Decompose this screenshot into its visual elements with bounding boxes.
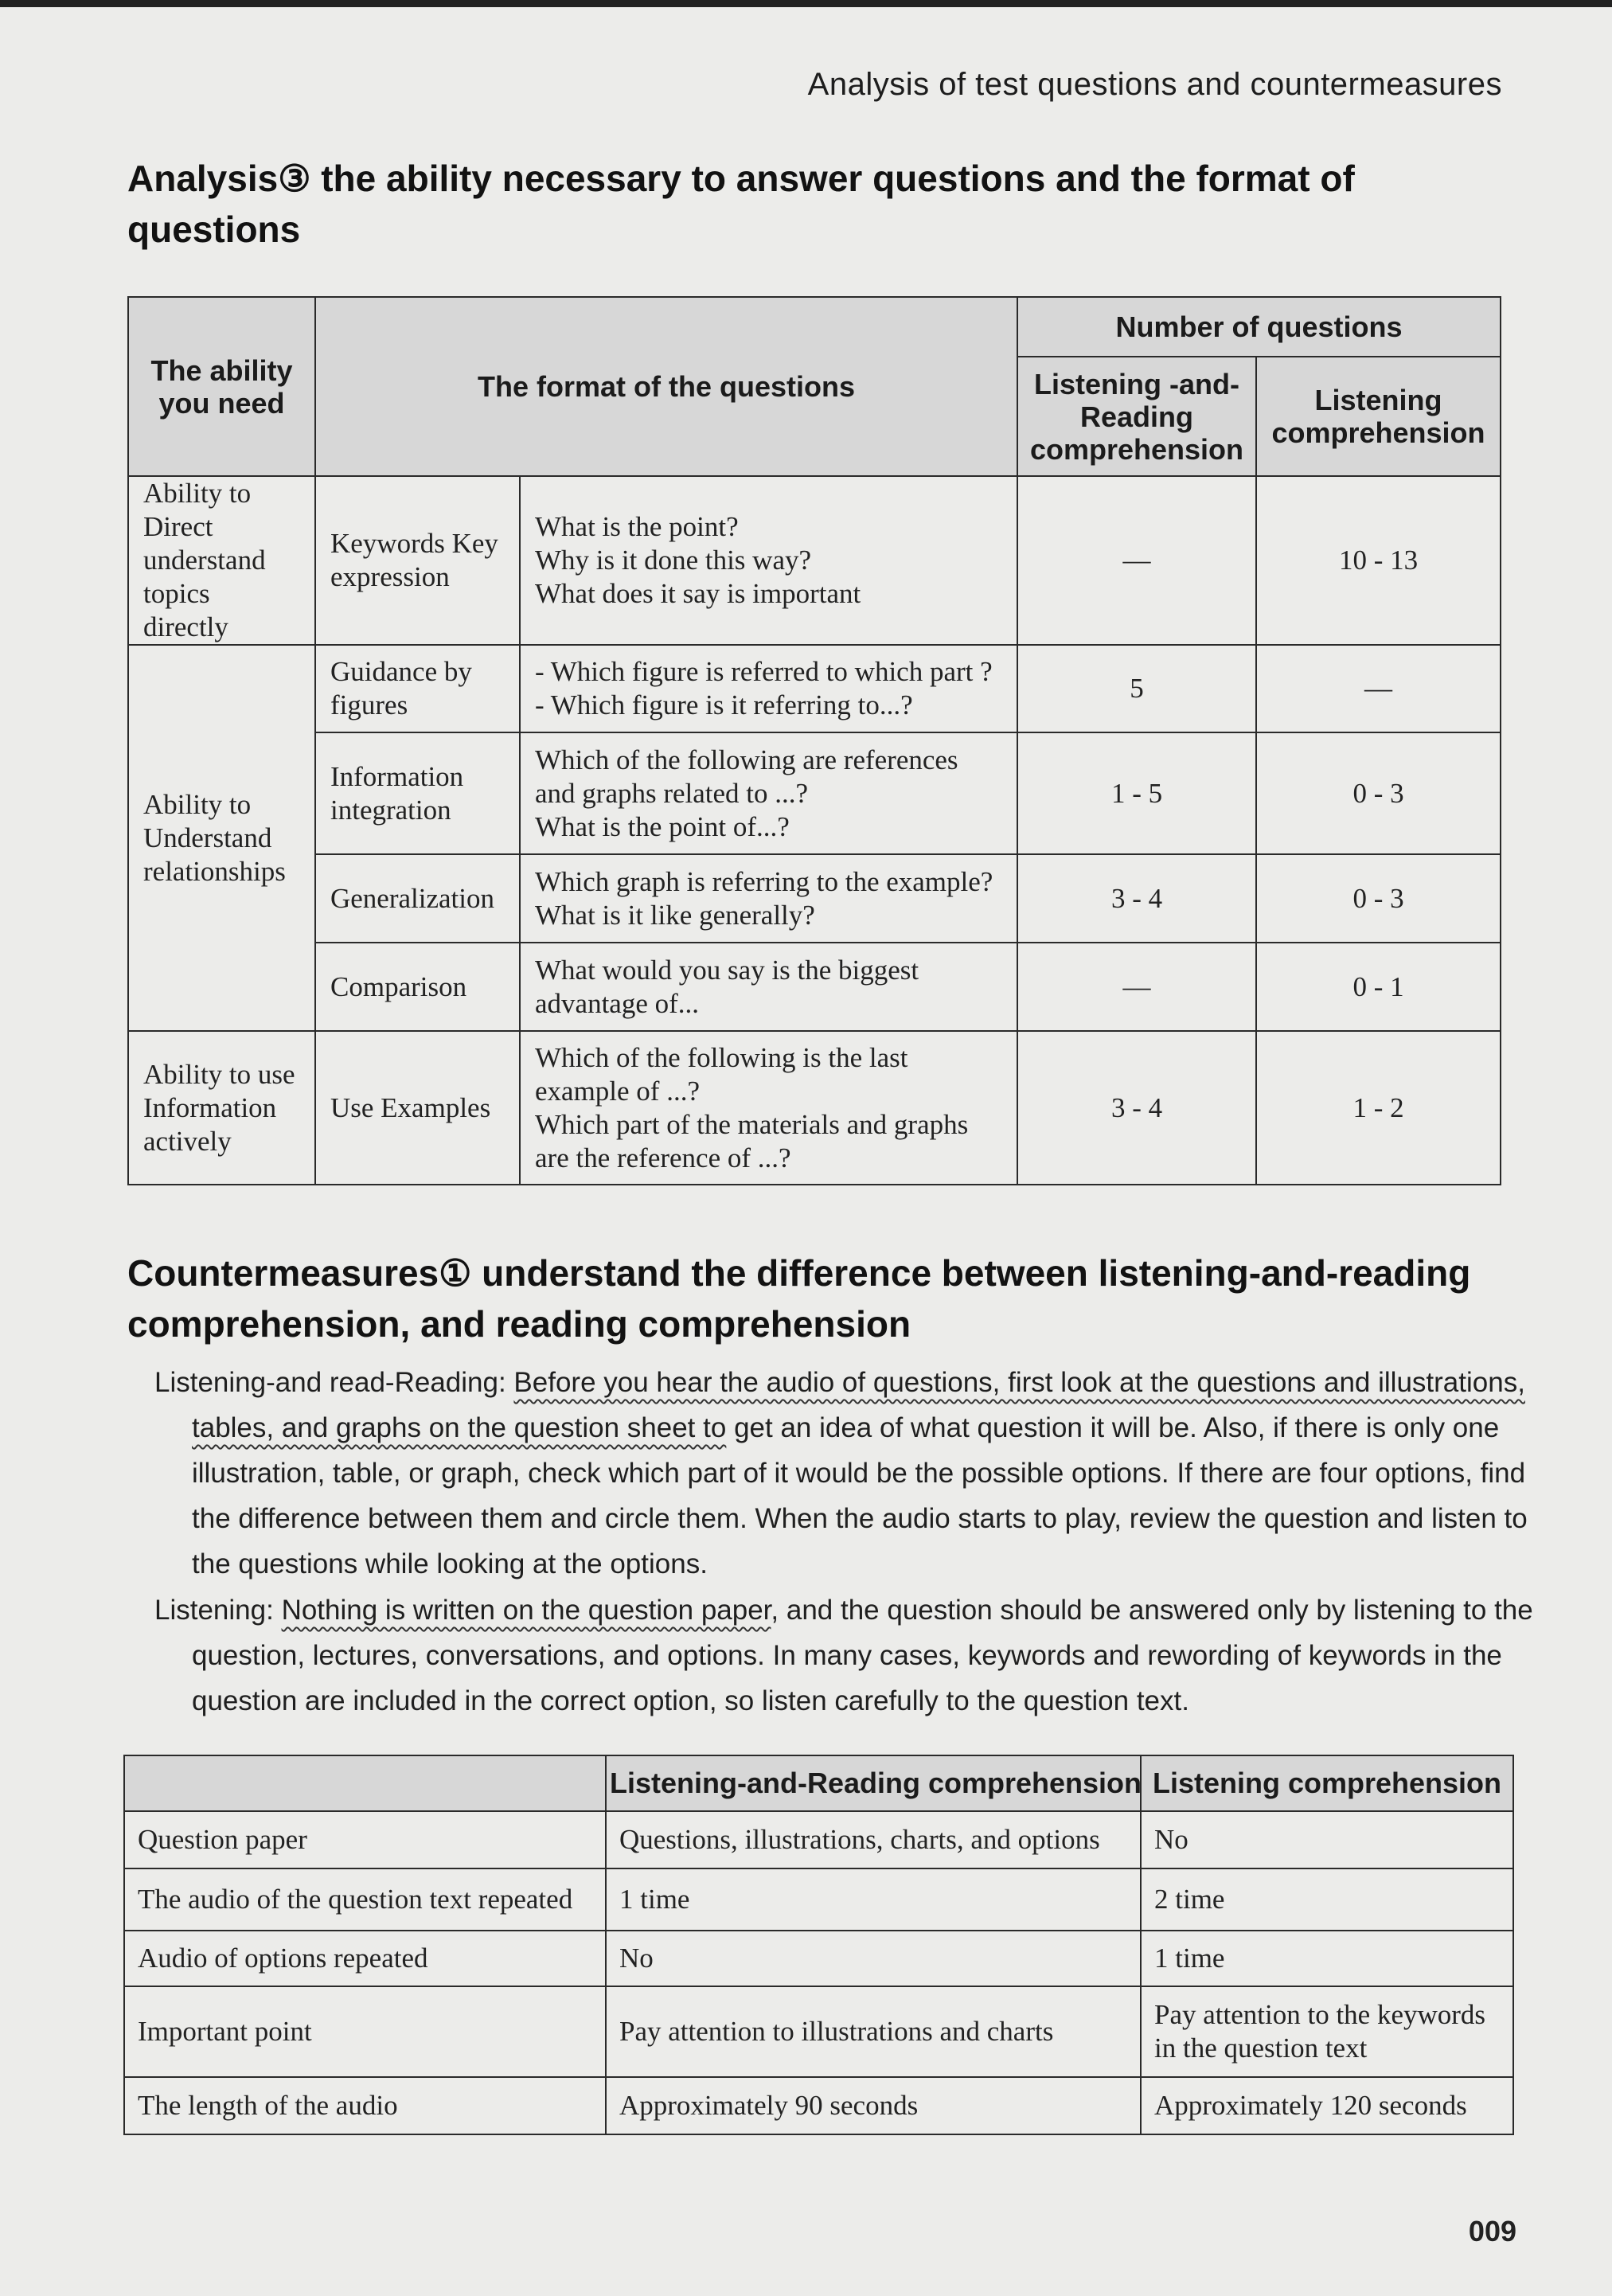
l-count: 0 - 1 [1256, 943, 1501, 1031]
cell-listening: Approximately 120 seconds [1141, 2077, 1513, 2134]
header-ability: The ability you need [128, 297, 315, 476]
question-line: - Which figure is it referring to...? [535, 689, 913, 720]
header-listening: Listening comprehension [1141, 1755, 1513, 1811]
question-line: Which of the following is the last example of ...? [535, 1041, 908, 1107]
question-line: What would you say is the biggest advantage of... [535, 954, 919, 1019]
underlined-text: Before you hear the audio of questions, first look at the questions and illustrations, tables, and graphs on the question sheet to [192, 1367, 1525, 1443]
table-row [124, 1931, 1513, 1986]
lr-count: — [1017, 943, 1256, 1031]
cell-listening: 1 time [1141, 1931, 1513, 1986]
questions-cell [520, 1031, 1017, 1185]
format-cell: Use Examples [315, 1031, 520, 1185]
listening-paragraph [154, 1587, 1545, 1724]
question-line: Why is it done this way? [535, 545, 812, 576]
header-format: The format of the questions [315, 297, 1017, 476]
lr-count: 3 - 4 [1017, 1031, 1256, 1185]
row-label: The audio of the question text repeated [124, 1868, 606, 1931]
question-line: What is the point of...? [535, 810, 790, 842]
format-cell: Information integration [315, 732, 520, 854]
cell-listening: 2 time [1141, 1868, 1513, 1931]
cell-listening-reading: Approximately 90 seconds [606, 2077, 1141, 2134]
table-header-row [128, 297, 1501, 357]
table-row [124, 1811, 1513, 1868]
running-header: Analysis of test questions and countermeasures [807, 67, 1502, 102]
table-row [128, 645, 1501, 732]
question-line: What does it say is important [535, 578, 861, 609]
abilities-table [127, 296, 1501, 1185]
lr-count: 3 - 4 [1017, 854, 1256, 943]
paragraph-label: Listening-and read-Reading: [154, 1367, 506, 1398]
paragraph-text: , and the question should be answered only by listening to the question, lectures, conversations, and options. In many cases, keywords and rewording of keywords in the question are included in the correct option, so listen carefully to the question text. [192, 1595, 1533, 1716]
question-line: What is it like generally? [535, 899, 815, 931]
header-listening-reading: Listening -and- Reading comprehension [1017, 357, 1256, 476]
header-number-of-questions: Number of questions [1017, 297, 1501, 357]
questions-cell [520, 476, 1017, 645]
cell-listening-reading: 1 time [606, 1868, 1141, 1931]
table-row [124, 2077, 1513, 2134]
lr-count: 1 - 5 [1017, 732, 1256, 854]
cell-listening-reading: Questions, illustrations, charts, and options [606, 1811, 1141, 1868]
table-row [124, 1868, 1513, 1931]
top-rule [0, 0, 1612, 7]
table-row [128, 1031, 1501, 1185]
table-row [128, 943, 1501, 1031]
format-cell: Guidance by figures [315, 645, 520, 732]
question-line: Which graph is referring to the example? [535, 865, 993, 897]
paragraph-text: get an idea of what question it will be. Also, if there is only one illustration, table, or graph, check which part of it would be the possible options. If there are four options, find the difference between them and circle them. When the audio starts to play, review the question and listen to the questions while looking at the options. [192, 1412, 1528, 1579]
l-count: 1 - 2 [1256, 1031, 1501, 1185]
header-blank [124, 1755, 606, 1811]
row-label: Important point [124, 1986, 606, 2077]
question-line: Which part of the materials and graphs are the reference of ...? [535, 1108, 969, 1173]
lr-count: — [1017, 476, 1256, 645]
question-line: Which of the following are references and graphs related to ...? [535, 744, 958, 809]
ability-cell: Ability to use Information actively [128, 1031, 315, 1185]
analysis-title: Analysis③ the ability necessary to answer questions and the format of questions [127, 158, 1355, 250]
cell-listening: Pay attention to the keywords in the question text [1141, 1986, 1513, 2077]
table-row [128, 476, 1501, 645]
l-count: 0 - 3 [1256, 732, 1501, 854]
row-label: Question paper [124, 1811, 606, 1868]
questions-cell [520, 854, 1017, 943]
l-count: 10 - 13 [1256, 476, 1501, 645]
l-count: 0 - 3 [1256, 854, 1501, 943]
questions-cell [520, 943, 1017, 1031]
format-cell: Comparison [315, 943, 520, 1031]
cell-listening: No [1141, 1811, 1513, 1868]
cell-listening-reading: No [606, 1931, 1141, 1986]
cell-listening-reading: Pay attention to illustrations and charts [606, 1986, 1141, 2077]
table-row [128, 854, 1501, 943]
ability-cell: Ability to Understand relationships [128, 645, 315, 1031]
l-count: — [1256, 645, 1501, 732]
paragraph-label: Listening: [154, 1595, 274, 1626]
page-number: 009 [1468, 2215, 1516, 2247]
row-label: Audio of options repeated [124, 1931, 606, 1986]
questions-cell [520, 732, 1017, 854]
table-header-row [124, 1755, 1513, 1811]
ability-cell: Ability to Direct understand topics directly [128, 476, 315, 645]
questions-cell [520, 645, 1017, 732]
header-listening: Listening comprehension [1256, 357, 1501, 476]
header-listening-reading: Listening-and-Reading comprehension [606, 1755, 1141, 1811]
comparison-table [123, 1755, 1514, 2135]
underlined-text: Nothing is written on the question paper [281, 1595, 771, 1626]
format-cell: Keywords Key expression [315, 476, 520, 645]
format-cell: Generalization [315, 854, 520, 943]
table-row [128, 732, 1501, 854]
row-label: The length of the audio [124, 2077, 606, 2134]
countermeasures-title: Countermeasures① understand the difference between listening-and-reading comprehension, and reading comprehension [127, 1252, 1471, 1345]
lr-count: 5 [1017, 645, 1256, 732]
table-row [124, 1986, 1513, 2077]
question-line: - Which figure is referred to which part ? [535, 656, 993, 687]
question-line: What is the point? [535, 511, 739, 542]
listening-reading-paragraph [154, 1360, 1545, 1587]
